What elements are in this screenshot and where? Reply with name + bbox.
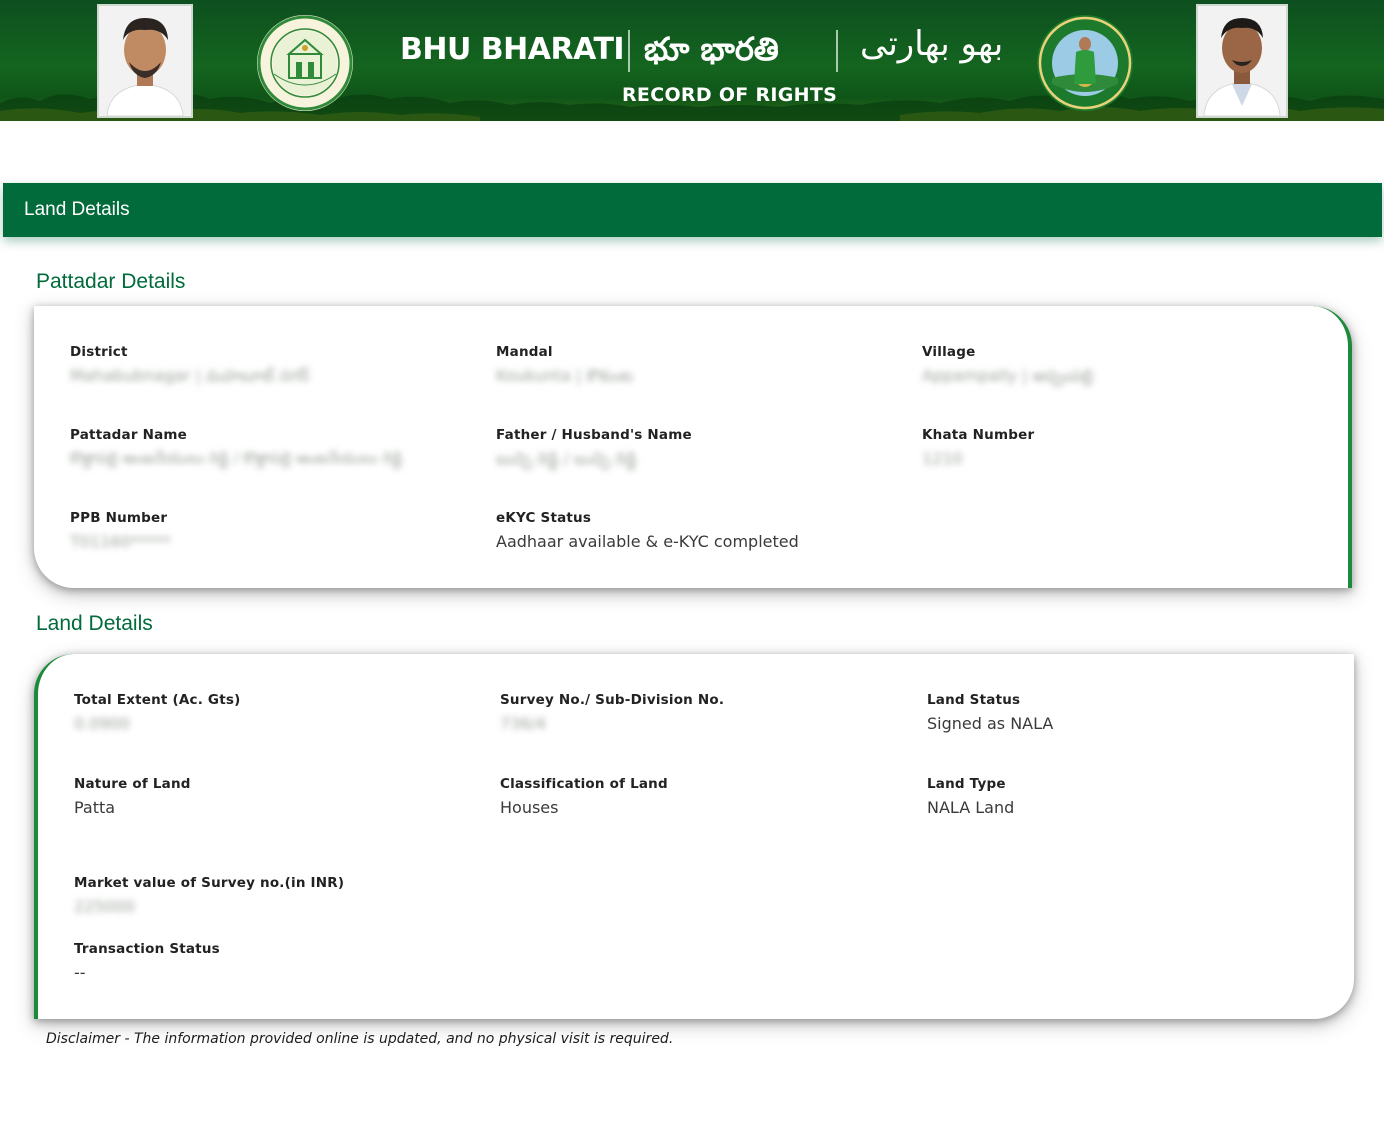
field-label: Nature of Land: [74, 776, 191, 792]
pattadar-details-card: [34, 306, 1352, 588]
brand-title-telugu: భూ భారతి: [644, 30, 779, 68]
brand-title-urdu: بھو بھارتی: [860, 24, 1004, 64]
minister-photo: [1196, 4, 1288, 118]
field-label: Classification of Land: [500, 776, 668, 792]
brand-title-english: BHU BHARATI: [400, 32, 625, 67]
mandal-field: [496, 344, 633, 389]
field-value: 225000: [74, 897, 136, 916]
field-label: Father / Husband's Name: [496, 427, 692, 443]
field-label: Total Extent (Ac. Gts): [74, 692, 241, 708]
field-label: eKYC Status: [496, 510, 592, 526]
field-value: 1210: [922, 449, 963, 468]
ppb-number-field: [70, 510, 171, 551]
field-label: Land Status: [927, 692, 1021, 708]
khata-number-field: [922, 427, 1034, 468]
field-value: Aadhaar available & e-KYC completed: [496, 532, 799, 551]
classification-of-land-field: [500, 776, 668, 817]
land-status-field: [927, 692, 1053, 733]
chief-minister-photo: [97, 4, 193, 118]
field-label: PPB Number: [70, 510, 168, 526]
field-value: కొత్తాపల్లి ఆంజనేయులు రెడ్డి / కొత్తాపల్లి ఆంజనేయులు రెడ్డి: [70, 449, 403, 467]
father-husband-name-field: [496, 427, 692, 472]
person-portrait-icon: [99, 6, 191, 116]
field-label: Survey No./ Sub-Division No.: [500, 692, 725, 708]
ekyc-status-field: [496, 510, 799, 551]
land-details-heading: Land Details: [36, 612, 153, 635]
market-value-field: [74, 875, 344, 916]
field-value: --: [74, 963, 86, 982]
field-value: Koukunta | కౌకుంట: [496, 366, 634, 385]
field-value: Mahabubnagar | మహబూబ్ నగర్: [70, 366, 310, 385]
field-label: Market value of Survey no.(in INR): [74, 875, 345, 891]
field-label: Mandal: [496, 344, 553, 360]
field-value: NALA Land: [927, 798, 1015, 817]
field-label: Khata Number: [922, 427, 1035, 443]
telangana-government-emblem: [256, 14, 354, 112]
person-portrait-icon: [1198, 6, 1286, 116]
field-label: District: [70, 344, 128, 360]
field-value: బుచ్చి రెడ్డి / బుచ్చి రెడ్డి: [496, 449, 637, 468]
field-value: Appampally | అప్పంపల్లి: [922, 366, 1094, 385]
nature-of-land-field: [74, 776, 191, 817]
field-value: Houses: [500, 798, 559, 817]
header-banner: [0, 0, 1384, 121]
field-value: Signed as NALA: [927, 714, 1054, 733]
field-value: 0.0900: [74, 714, 130, 733]
total-extent-field: [74, 692, 240, 733]
transaction-status-field: [74, 941, 220, 982]
field-label: Transaction Status: [74, 941, 220, 957]
field-label: Land Type: [927, 776, 1006, 792]
survey-number-field: [500, 692, 724, 733]
field-value: T01160*****: [70, 532, 171, 551]
page-title: Land Details: [24, 199, 130, 220]
land-type-field: [927, 776, 1014, 817]
pattadar-name-field: [70, 427, 402, 471]
field-value: Patta: [74, 798, 116, 817]
brand-divider: [836, 30, 838, 72]
brand-subtitle: RECORD OF RIGHTS: [622, 84, 838, 106]
pattadar-details-heading: Pattadar Details: [36, 270, 186, 293]
village-field: [922, 344, 1093, 389]
district-field: [70, 344, 309, 389]
field-label: Pattadar Name: [70, 427, 188, 443]
disclaimer-text: Disclaimer - The information provided online is updated, and no physical visit is required.: [46, 1031, 674, 1047]
field-label: Village: [922, 344, 976, 360]
brand-divider: [628, 30, 630, 72]
field-value: 736/4: [500, 714, 547, 733]
page-title-bar: [3, 183, 1382, 237]
bhu-bharati-emblem: [1036, 14, 1134, 112]
land-details-card: [34, 654, 1354, 1019]
